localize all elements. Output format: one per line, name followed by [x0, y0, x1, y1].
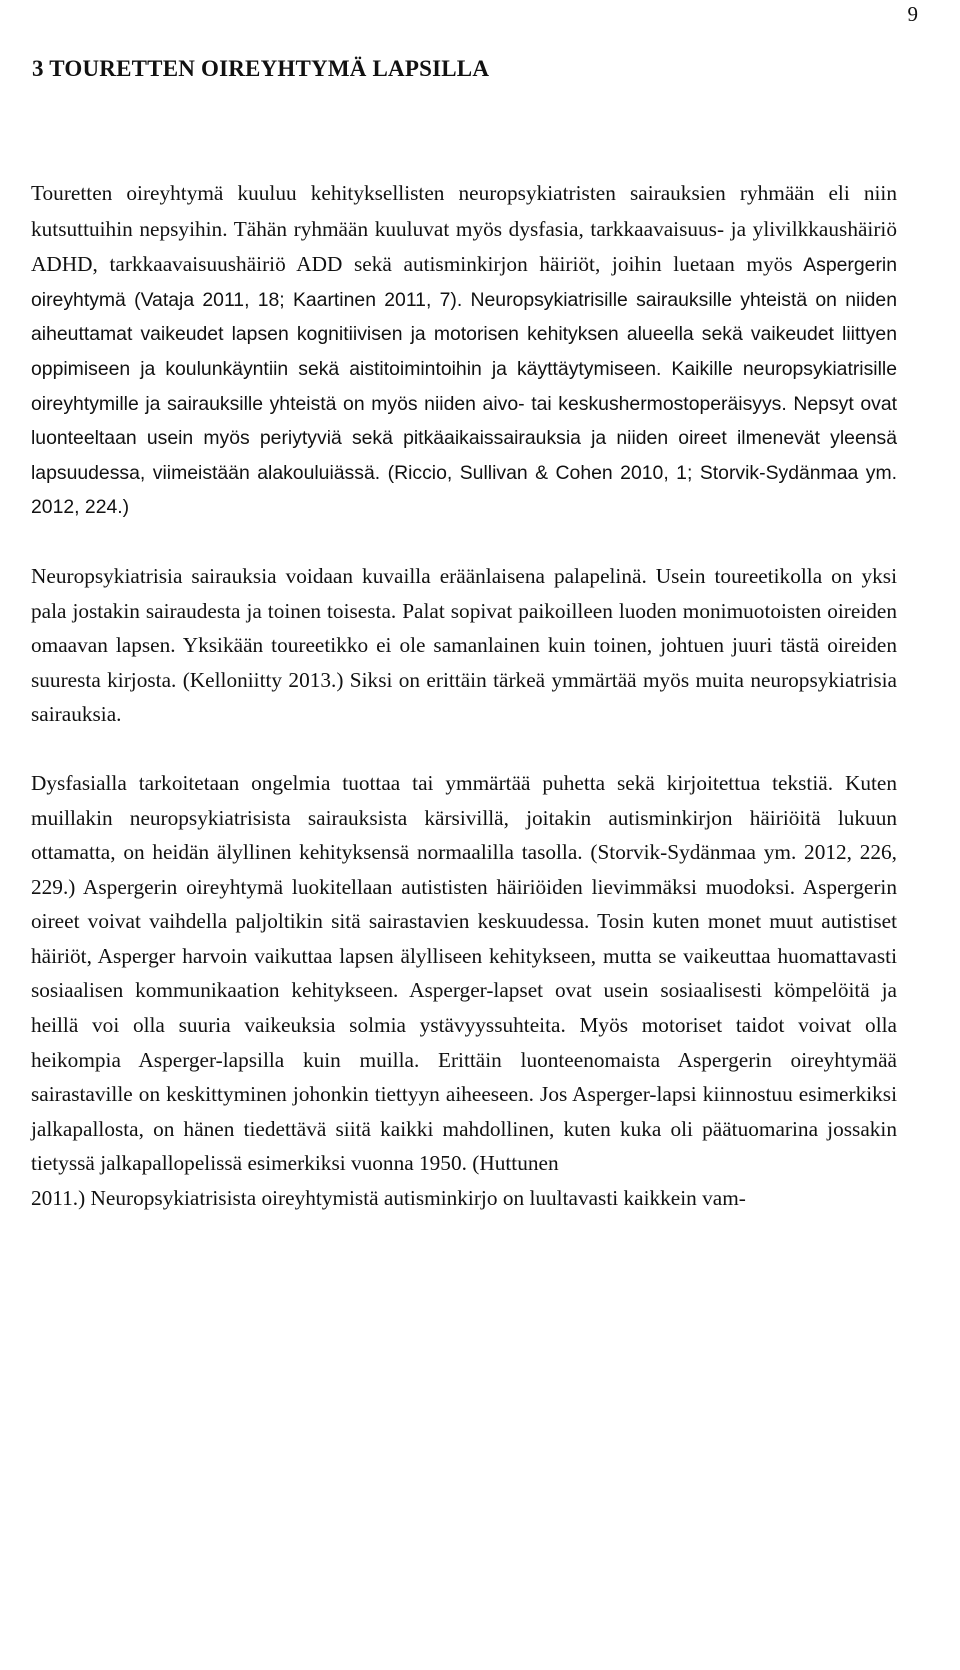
document-body — [31, 176, 897, 1216]
paragraph-serif-run: Touretten oireyhtymä kuuluu kehityksellisten neuropsykiatristen sairauksien ryhmään eli niin kutsuttuihin nepsyihin. Tähän ryhmään kuuluvat myös dysfasia, tarkkaavaisuus- ja ylivilkkaushäiriö ADHD, tarkkaavaisuushäiriö ADD sekä autisminkirjon häiriöt, joihin luetaan myös — [31, 181, 897, 277]
page-number: 9 — [907, 2, 918, 26]
chapter-heading: 3 TOURETTEN OIREYHTYMÄ LAPSILLA — [32, 56, 490, 81]
paragraph-puzzle-analogy: Neuropsykiatrisia sairauksia voidaan kuvailla eräänlaisena palapelinä. Usein toureetikolla on yksi pala jostakin sairaudesta ja toinen toisesta. Palat sopivat paikoilleen luoden monimuotoisten oireiden omaavan lapsen. Yksikään toureetikko ei ole samanlainen kuin toinen, johtuen juuri tästä oireiden suuresta kirjosta. (Kelloniitty 2013.) Siksi on erittäin tärkeä ymmärtää myös muita neuropsykiatrisia sairauksia. — [31, 563, 897, 727]
paragraph-continuation-line: 2011.) Neuropsykiatrisista oireyhtymistä autisminkirjo on luultavasti kaikkein vam- — [31, 1186, 746, 1211]
paragraph-tourette-intro — [31, 176, 897, 525]
paragraph-dysphasia-asperger: Dysfasialla tarkoitetaan ongelmia tuottaa tai ymmärtää puhetta sekä kirjoitettua tekstiä. Kuten muillakin neuropsykiatrisista sairauksista kärsivillä, joitakin autisminkirjon häiriöitä lukuun ottamatta, on heidän älyllinen kehityksensä normaalilla tasolla. (Storvik-Sydänmaa ym. 2012, 226, 229.) Aspergerin oireyhtymä luokitellaan autististen häiriöiden lievimmäksi muodoksi. Aspergerin oireet voivat vaihdella paljoltikin sitä sairastavien keskuudessa. Tosin kuten monet muut autistiset häiriöt, Asperger harvoin vaikuttaa lapsen älylliseen kehitykseen, mutta se vaikeuttaa huomattavasti sosiaalisen kommunikaation kehitykseen. Asperger-lapset ovat usein sosiaalisesti kömpelöitä ja heillä voi olla suuria vaikeuksia solmia ystävyyssuhteita. Myös motoriset taidot voivat olla heikompia Asperger-lapsilla kuin muilla. Erittäin luonteenomaista Aspergerin oireyhtymää sairastaville on keskittyminen johonkin tiettyyn aiheeseen. Jos Asperger-lapsi kiinnostuu esimerkiksi jalkapallosta, on hänen tiedettävä siitä kaikki mahdollinen, kuten kuka oli päätuomarina jossakin tietyssä jalkapallopelissä esimerkiksi vuonna 1950. (Huttunen — [31, 770, 897, 1176]
paragraph-sans-run: Aspergerin oireyhtymä (Vataja 2011, 18; Kaartinen 2011, 7). Neuropsykiatrisille sairauksille yhteistä on niiden aiheuttamat vaikeudet lapsen kognitiivisen ja motorisen kehityksen alueella sekä vaikeudet liittyen oppimiseen ja koulunkäyntiin sekä aistitoimintoihin ja käyttäytymiseen. Kaikille neuropsykiatrisille oireyhtymille ja sairauksille yhteistä on myös niiden aivo- tai keskushermostoperäisyys. Nepsyt ovat luonteeltaan usein myös periytyviä sekä pitkäaikaissairauksia ja niiden oireet ilmenevät yleensä lapsuudessa, viimeistään alakouluiässä. (Riccio, Sullivan & Cohen 2010, 1; Storvik-Sydänmaa ym. 2012, 224.) — [31, 254, 897, 519]
